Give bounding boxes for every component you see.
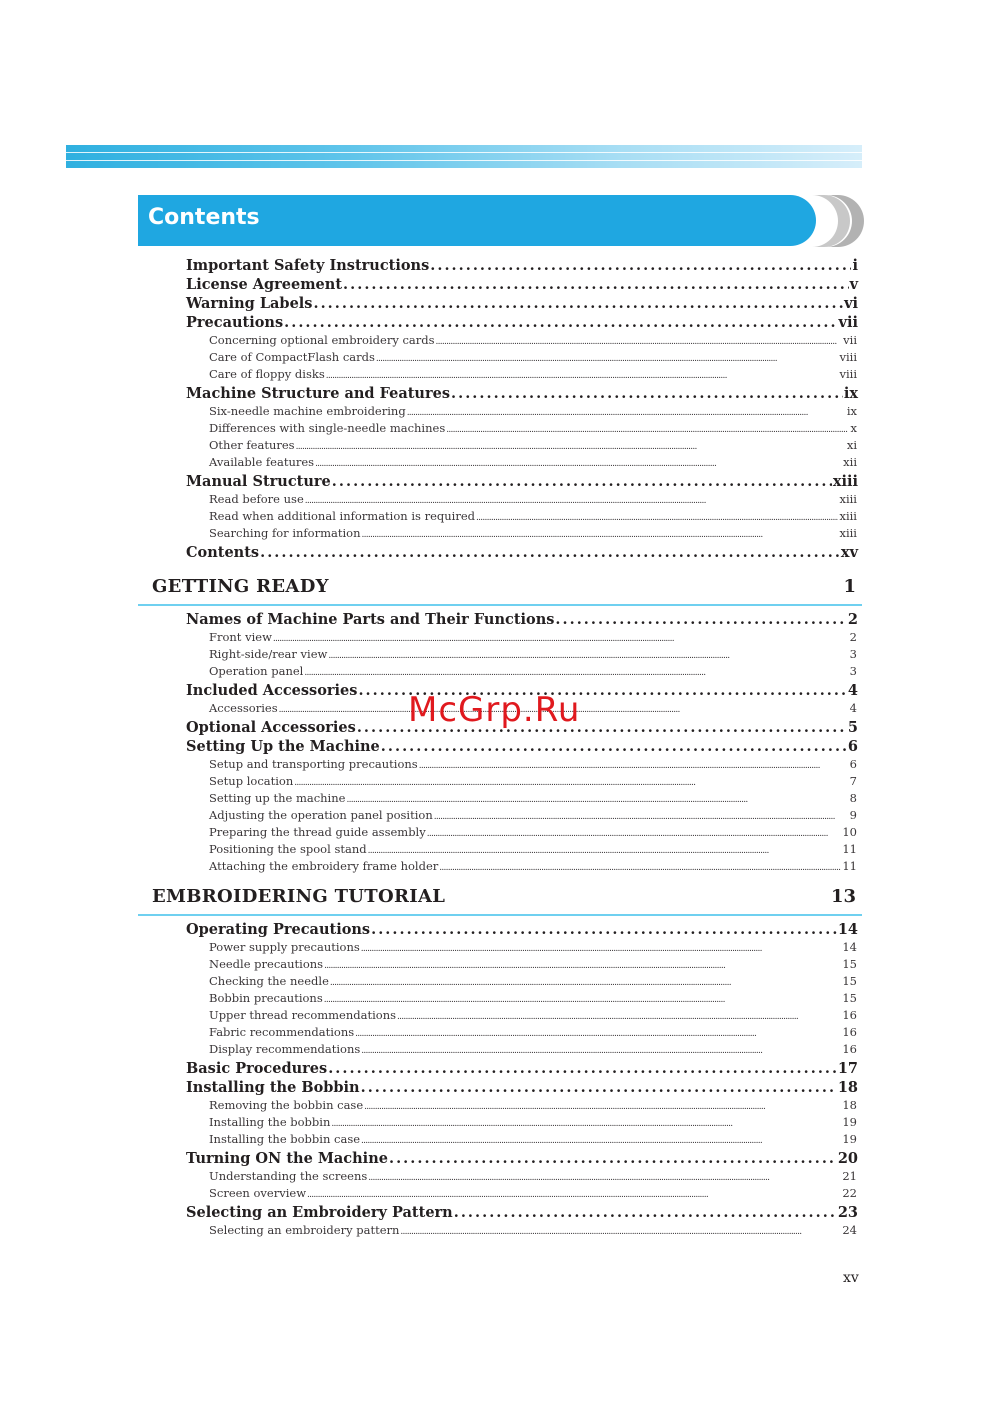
toc-subentry[interactable] [209,492,857,508]
toc-subentry[interactable] [209,647,857,663]
toc-entry[interactable] [186,921,858,941]
toc-entry-page: 14 [837,921,858,938]
toc-subentry[interactable] [209,350,857,366]
toc-subentry[interactable] [209,974,857,990]
toc-subentry[interactable] [209,367,857,383]
toc-leader-dots [305,492,839,506]
toc-entry-label: Contents [186,544,260,561]
toc-entry-label: Precautions [186,314,284,331]
toc-subentry[interactable] [209,438,857,454]
toc-leader-dots [315,455,842,469]
toc-entry-page: ix [846,404,857,418]
toc-subentry[interactable] [209,421,857,437]
toc-subentry[interactable] [209,774,857,790]
toc-entry-page: 11 [842,842,857,856]
toc-entry-label: Setting up the machine [209,791,346,805]
toc-entry-page: 19 [842,1132,857,1146]
toc-subentry[interactable] [209,791,857,807]
toc-leader-dots [346,791,848,805]
toc-entry-label: Bobbin precautions [209,991,323,1005]
toc-entry-label: Optional Accessories [186,719,356,736]
toc-leader-dots [397,1008,841,1022]
toc-entry-page: 6 [847,738,858,755]
toc-subentry[interactable] [209,940,857,956]
toc-leader-dots [328,647,848,661]
toc-leader-dots [324,991,842,1005]
toc-leader-dots [307,1186,841,1200]
toc-entry-label: Upper thread recommendations [209,1008,397,1022]
toc-leader-dots [273,630,849,644]
toc-entry-page: 9 [849,808,857,822]
toc-subentry[interactable] [209,957,857,973]
toc-subentry[interactable] [209,1186,857,1202]
toc-entry-page: 15 [842,991,857,1005]
toc-entry-label: Selecting an embroidery pattern [209,1223,400,1237]
toc-subentry[interactable] [209,1008,857,1024]
toc-leader-dots [284,314,837,331]
toc-leader-dots [296,438,846,452]
toc-entry-page: i [852,257,858,274]
toc-entry-label: Other features [209,438,295,452]
toc-entry-label: Power supply precautions [209,940,360,954]
toc-leader-dots [361,940,842,954]
toc-subentry[interactable] [209,1042,857,1058]
toc-leader-dots [389,1150,837,1167]
toc-entry[interactable] [186,1204,858,1224]
toc-entry-label: Searching for information [209,526,361,540]
toc-leader-dots [439,859,841,873]
toc-entry-label: Manual Structure [186,473,331,490]
toc-entry-page: 21 [842,1169,857,1183]
toc-entry-label: Differences with single-needle machines [209,421,446,435]
toc-entry-page: ix [843,385,858,402]
toc-entry-label: Setup location [209,774,294,788]
toc-leader-dots [430,257,851,274]
toc-entry[interactable] [186,738,858,758]
toc-entry-label: Accessories [209,701,278,715]
toc-subentry[interactable] [209,509,857,525]
toc-entry[interactable] [186,611,858,631]
toc-entry-page: 5 [847,719,858,736]
toc-entry-label: Basic Procedures [186,1060,328,1077]
toc-entry-page: 8 [849,791,857,805]
toc-leader-dots [361,526,838,540]
toc-entry-label: Fabric recommendations [209,1025,355,1039]
toc-subentry[interactable] [209,526,857,542]
toc-subentry[interactable] [209,404,857,420]
toc-leader-dots [364,1098,841,1112]
toc-entry-label: Front view [209,630,272,644]
toc-entry-label: Attaching the embroidery frame holder [209,859,439,873]
toc-leader-dots [361,1079,837,1096]
toc-entry-page: vi [844,295,858,312]
header-bar-divider [66,160,862,161]
toc-entry-page: viii [839,350,857,364]
toc-entry-page: 16 [842,1025,857,1039]
toc-entry-page: 24 [842,1223,857,1237]
toc-subentry[interactable] [209,630,857,646]
toc-entry-page: viii [839,367,857,381]
contents-banner [138,195,816,246]
toc-leader-dots [324,957,841,971]
toc-subentry[interactable] [209,1098,857,1114]
toc-subentry[interactable] [209,1132,857,1148]
toc-leader-dots [555,611,847,628]
toc-entry-page: 20 [837,1150,858,1167]
toc-entry-page: 18 [837,1079,858,1096]
toc-entry-label: Setup and transporting precautions [209,757,418,771]
page-title: Contents [148,205,260,230]
toc-subentry[interactable] [209,825,857,841]
toc-subentry[interactable] [209,1223,857,1239]
toc-entry[interactable] [186,314,858,334]
toc-entry-label: Installing the bobbin case [209,1132,361,1146]
toc-entry-label: Available features [209,455,315,469]
toc-leader-dots [332,473,832,490]
toc-entry-page: 2 [849,630,857,644]
toc-entry-page: v [849,276,858,293]
toc-leader-dots [371,921,837,938]
toc-entry-page: xiii [832,473,858,490]
toc-entry-page: xiii [839,526,857,540]
toc-subentry[interactable] [209,664,857,680]
section-title: EMBROIDERING TUTORIAL [152,886,446,907]
toc-leader-dots [434,808,849,822]
toc-leader-dots [427,825,842,839]
toc-leader-dots [400,1223,841,1237]
toc-leader-dots [328,1060,837,1077]
toc-entry-label: Selecting an Embroidery Pattern [186,1204,453,1221]
toc-entry-label: Care of CompactFlash cards [209,350,375,364]
toc-entry-label: Operation panel [209,664,304,678]
toc-leader-dots [343,276,849,293]
toc-entry-label: Six-needle machine embroidering [209,404,406,418]
toc-subentry[interactable] [209,842,857,858]
toc-entry-label: Display recommendations [209,1042,361,1056]
toc-entry-label: Removing the bobbin case [209,1098,364,1112]
toc-subentry[interactable] [209,1115,857,1131]
toc-entry[interactable] [186,295,858,315]
toc-leader-dots [355,1025,841,1039]
toc-subentry[interactable] [209,757,857,773]
toc-entry-label: Positioning the spool stand [209,842,367,856]
toc-entry-label: Operating Precautions [186,921,371,938]
section-page: 1 [843,576,856,597]
toc-entry-page: 14 [842,940,857,954]
toc-entry-page: 18 [842,1098,857,1112]
toc-entry-page: 15 [842,974,857,988]
toc-entry-page: 22 [842,1186,857,1200]
toc-entry[interactable] [186,473,858,493]
toc-leader-dots [419,757,849,771]
toc-leader-dots [313,295,843,312]
toc-leader-dots [304,664,848,678]
toc-entry-page: 7 [849,774,857,788]
toc-entry-page: vii [843,333,857,347]
toc-entry-page: xi [846,438,857,452]
toc-entry-page: vii [838,314,858,331]
section-heading[interactable] [138,884,862,916]
toc-entry-page: 17 [837,1060,858,1077]
toc-entry-label: Read before use [209,492,304,506]
toc-entry-label: Turning ON the Machine [186,1150,388,1167]
toc-leader-dots [376,350,839,364]
toc-entry[interactable] [186,276,858,296]
toc-entry-label: Understanding the screens [209,1169,368,1183]
toc-entry-page: 16 [842,1042,857,1056]
toc-subentry[interactable] [209,1169,857,1185]
toc-entry-page: 11 [842,859,857,873]
toc-entry-label: Screen overview [209,1186,307,1200]
toc-entry-page: xiii [839,492,857,506]
toc-leader-dots [330,974,841,988]
toc-leader-dots [361,1042,841,1056]
toc-entry-label: Care of floppy disks [209,367,325,381]
toc-leader-dots [407,404,846,418]
toc-leader-dots [436,333,843,347]
toc-entry-page: 4 [847,682,858,699]
toc-entry[interactable] [186,385,858,405]
toc-entry-label: Machine Structure and Features [186,385,450,402]
toc-entry[interactable] [186,1079,858,1099]
toc-entry-label: Checking the needle [209,974,329,988]
toc-entry-label: Needle precautions [209,957,324,971]
page-number: xv [843,1270,859,1286]
header-bar-divider [66,152,862,153]
toc-entry-page: 4 [849,701,857,715]
toc-entry-page: xv [840,544,858,561]
toc-leader-dots [326,367,839,381]
toc-leader-dots [451,385,843,402]
toc-leader-dots [446,421,849,435]
toc-entry-page: 10 [842,825,857,839]
toc-entry-page: 2 [847,611,858,628]
toc-entry-page: 6 [849,757,857,771]
toc-leader-dots [361,1132,841,1146]
toc-subentry[interactable] [209,859,857,875]
toc-entry[interactable] [186,1060,858,1080]
watermark-text: McGrp.Ru [408,690,581,730]
toc-leader-dots [368,1169,841,1183]
toc-leader-dots [476,509,838,523]
toc-entry-page: x [850,421,857,435]
toc-entry-label: Important Safety Instructions [186,257,430,274]
toc-entry-label: Installing the bobbin [209,1115,331,1129]
toc-entry-page: xii [843,455,857,469]
toc-leader-dots [381,738,847,755]
section-heading[interactable] [138,574,862,606]
toc-entry-page: 15 [842,957,857,971]
toc-subentry[interactable] [209,333,857,349]
toc-entry-label: Preparing the thread guide assembly [209,825,426,839]
toc-entry-label: Read when additional information is required [209,509,475,523]
toc-entry[interactable] [186,257,858,277]
toc-entry-page: 23 [837,1204,858,1221]
toc-leader-dots [260,544,840,561]
toc-subentry[interactable] [209,808,857,824]
toc-leader-dots [331,1115,841,1129]
toc-entry-label: Concerning optional embroidery cards [209,333,435,347]
toc-subentry[interactable] [209,455,857,471]
toc-entry-page: 19 [842,1115,857,1129]
toc-entry-label: Names of Machine Parts and Their Functions [186,611,555,628]
toc-entry-page: 16 [842,1008,857,1022]
toc-leader-dots [454,1204,837,1221]
toc-leader-dots [294,774,848,788]
toc-entry-label: Warning Labels [186,295,313,312]
header-gradient-bar [66,145,862,168]
toc-entry-label: Setting Up the Machine [186,738,380,755]
section-page: 13 [830,886,856,907]
toc-subentry[interactable] [209,991,857,1007]
toc-entry-page: xiii [839,509,857,523]
toc-entry-page: 3 [849,647,857,661]
toc-leader-dots [368,842,842,856]
toc-entry-label: Adjusting the operation panel position [209,808,433,822]
toc-subentry[interactable] [209,1025,857,1041]
toc-entry-label: Included Accessories [186,682,358,699]
toc-entry[interactable] [186,544,858,564]
toc-entry-label: Right-side/rear view [209,647,328,661]
toc-entry[interactable] [186,1150,858,1170]
toc-entry-page: 3 [849,664,857,678]
toc-entry-label: Installing the Bobbin [186,1079,360,1096]
section-title: GETTING READY [152,576,329,597]
banner-arcs-decoration [790,195,864,247]
toc-entry-label: License Agreement [186,276,343,293]
